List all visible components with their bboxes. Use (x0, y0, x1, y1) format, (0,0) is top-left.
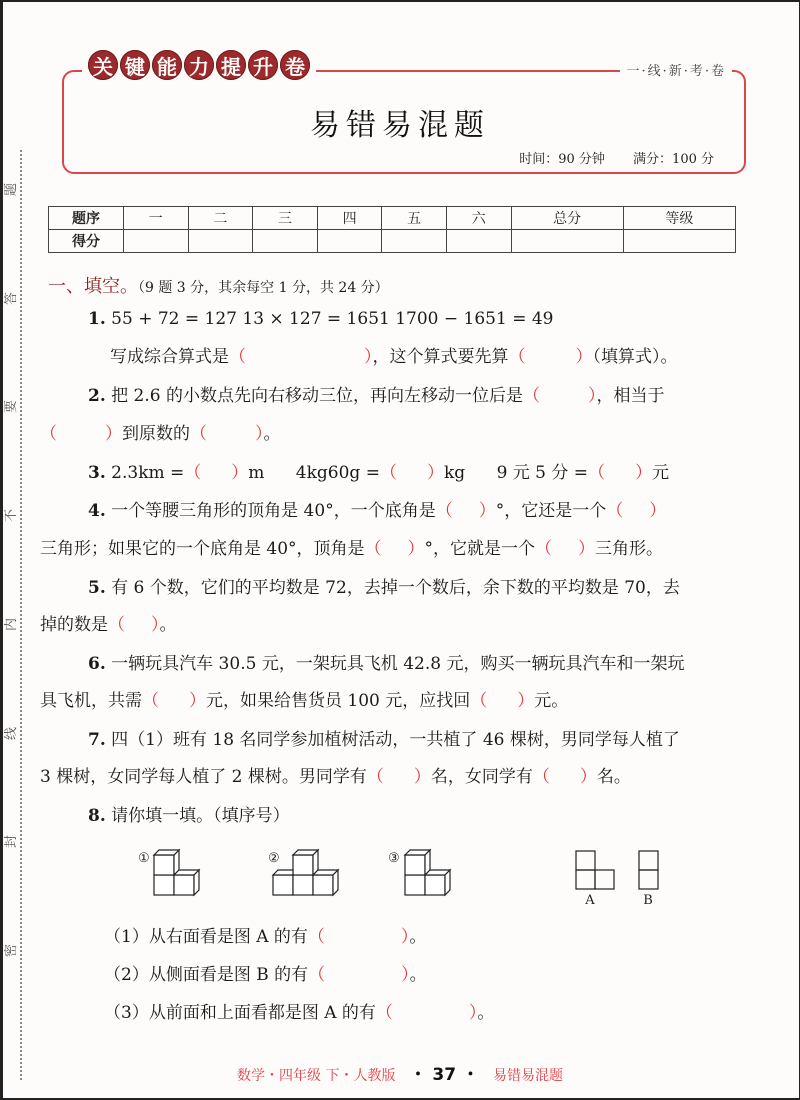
question-number: 1. (88, 309, 106, 329)
paren: （ (606, 501, 624, 521)
view-b-label: B (643, 893, 653, 908)
paren: （ (508, 347, 526, 367)
score-cell[interactable] (623, 230, 735, 253)
question-text: 具飞机，共需 (40, 691, 142, 711)
paren: ） (468, 1003, 478, 1023)
question-text: 。 (159, 615, 177, 635)
paren: ） (578, 539, 596, 559)
figure-label: ② (268, 851, 280, 866)
badge: 能 (152, 50, 182, 80)
question-text: 元 (652, 463, 670, 483)
view-a-label: A (585, 893, 595, 908)
question-text: 元，如果给售货员 100 元，应找回 (206, 691, 471, 711)
paren: ） (575, 347, 593, 367)
paren: （ (366, 767, 384, 787)
cell: 得分 (49, 230, 124, 253)
question-text: 请你填一填。（填序号） (111, 806, 290, 826)
paren: （ (142, 691, 159, 711)
cell: 一 (124, 207, 189, 230)
paren: （ (588, 463, 606, 483)
paren: （ (308, 965, 326, 985)
paren: ） (364, 347, 373, 367)
question-number: 2. (88, 386, 106, 406)
question-4-line1 (88, 503, 666, 520)
question-1-line2 (110, 349, 678, 366)
seal-line (20, 150, 22, 1080)
paren: （ (375, 1003, 393, 1023)
question-number: 6. (88, 654, 106, 674)
question-text: （3）从前面和上面看都是图 A 的有 (104, 1003, 376, 1023)
cell: 五 (382, 207, 447, 230)
question-6-line1 (88, 656, 684, 673)
footer-section: 易错易混题 (492, 1068, 563, 1084)
score-cell[interactable] (382, 230, 447, 253)
paren: （ (184, 463, 202, 483)
time-limit: 时间：90 分钟 (519, 152, 605, 167)
badge: 关 (88, 50, 118, 80)
seal-line-text (2, 180, 18, 960)
score-table-score-row (49, 230, 736, 253)
paren: ） (105, 424, 122, 444)
page-title: 易错易混题 (310, 108, 490, 143)
paren: （ (190, 424, 207, 444)
score-cell[interactable] (317, 230, 382, 253)
cell: 四 (317, 207, 382, 230)
margin-char: 线 (4, 726, 20, 740)
question-text: 名。 (596, 767, 631, 787)
question-text: 一辆玩具汽车 30.5 元，一架玩具飞机 42.8 元，购买一辆玩具汽车和一架玩 (111, 654, 685, 674)
footer-book-info: 数学・四年级 下・人教版 (237, 1068, 396, 1084)
view-b (639, 851, 658, 889)
section-title: 一、填空。 (48, 276, 138, 297)
paren: ） (579, 767, 597, 787)
question-text: 写成综合算式是 (110, 347, 229, 367)
question-number: 7. (88, 730, 106, 750)
paren: （ (470, 691, 488, 711)
cube-figure-2 (268, 850, 338, 895)
paren: ） (588, 386, 597, 406)
question-text: （1）从右面看是图 A 的有 (104, 927, 308, 947)
view-diagrams (570, 848, 670, 908)
score-cell[interactable] (124, 230, 189, 253)
margin-char: 不 (4, 509, 20, 523)
paren: （ (40, 424, 57, 444)
question-8-sub-2 (104, 967, 427, 984)
question-text: （填算式）。 (592, 347, 678, 367)
margin-char: 内 (4, 617, 20, 631)
paren: ） (189, 691, 206, 711)
question-text: 掉的数是 (40, 615, 108, 635)
series-badges (82, 50, 316, 80)
paren: ） (649, 501, 667, 521)
question-text: 有 6 个数，它们的平均数是 72，去掉一个数后，余下数的平均数是 70，去 (111, 578, 680, 598)
question-number: 5. (88, 578, 106, 598)
badge: 卷 (280, 50, 310, 80)
question-text: 四（1）班有 18 名同学参加植树活动，一共植了 46 棵树，男同学每人植了 (111, 730, 680, 750)
question-text: 3 棵树，女同学每人植了 2 棵树。男同学有 (40, 767, 367, 787)
cube-figure-3 (388, 850, 450, 895)
question-text: 把 2.6 的小数点先向右移动三位，再向左移动一位后是 (111, 386, 523, 406)
question-text: 55 + 72 = 127 13 × 127 = 1651 1700 − 1651 = 49 (111, 309, 554, 329)
badge: 提 (216, 50, 246, 80)
paren: ） (413, 767, 431, 787)
cell: 总分 (511, 207, 623, 230)
cell: 三 (253, 207, 318, 230)
question-4-line2 (40, 541, 663, 558)
cell: 等级 (623, 207, 735, 230)
paren: ） (478, 501, 496, 521)
score-cell[interactable] (253, 230, 318, 253)
score-cell[interactable] (511, 230, 623, 253)
question-text: 名，女同学有 (430, 767, 533, 787)
paren: ） (517, 691, 535, 711)
badge: 力 (184, 50, 214, 80)
cell: 题序 (49, 207, 124, 230)
cube-figure-1 (138, 850, 199, 895)
exam-meta (519, 148, 714, 167)
cell: 二 (188, 207, 253, 230)
cell: 六 (446, 207, 511, 230)
question-text: ，这个算式要先算 (372, 347, 509, 367)
paren: （ (532, 767, 550, 787)
paren: ） (255, 424, 264, 444)
full-score: 满分：100 分 (633, 152, 714, 167)
section-note: （9 题 3 分，其余每空 1 分，共 24 分） (138, 280, 389, 296)
series-label: 一·线·新·考·卷 (620, 60, 732, 79)
question-text: 。 (409, 965, 427, 985)
view-a (576, 851, 614, 889)
paren: （ (523, 386, 540, 406)
question-8-sub-3 (104, 1005, 494, 1022)
question-text: ，相当于 (596, 386, 665, 406)
paren: （ (229, 347, 246, 367)
question-number: 3. (88, 463, 106, 483)
score-cell[interactable] (446, 230, 511, 253)
paren: （ (535, 539, 553, 559)
question-5-line2 (40, 617, 177, 634)
paren: ） (151, 615, 160, 635)
question-1-line1 (88, 311, 554, 328)
paren: ） (635, 463, 653, 483)
badge: 键 (120, 50, 150, 80)
paren: ） (400, 927, 410, 947)
question-2-line1 (88, 388, 665, 405)
margin-char: 封 (4, 835, 20, 849)
question-text: 三角形；如果它的一个底角是 40°，顶角是 (40, 539, 365, 559)
question-3 (88, 465, 669, 482)
question-text: 三角形。 (595, 539, 664, 559)
question-text: 4kg60g = (295, 463, 380, 483)
figure-label: ③ (388, 851, 400, 866)
page-footer (0, 1060, 800, 1085)
question-text: 。 (409, 927, 427, 947)
badge: 升 (248, 50, 278, 80)
question-6-line2 (40, 693, 568, 710)
paren: （ (379, 463, 397, 483)
question-text: °，它还是一个 (495, 501, 607, 521)
score-cell[interactable] (188, 230, 253, 253)
question-text: kg (443, 463, 466, 483)
paren: ） (407, 539, 425, 559)
paren: （ (435, 501, 453, 521)
paren: （ (108, 615, 125, 635)
margin-char: 要 (4, 400, 20, 414)
question-8-sub-1 (104, 929, 426, 946)
paren: ） (426, 463, 444, 483)
score-table-header-row (49, 207, 736, 230)
score-table (48, 206, 736, 253)
cube-figures (135, 848, 495, 908)
paren: ） (401, 965, 410, 985)
margin-char: 题 (4, 182, 20, 197)
question-8 (88, 808, 290, 825)
figure-label: ① (138, 851, 150, 866)
question-text: °，它就是一个 (424, 539, 536, 559)
question-text: 2.3km = (111, 463, 185, 483)
paren: ） (231, 463, 249, 483)
question-text: 到原数的 (122, 424, 190, 444)
question-text: m (248, 463, 265, 483)
question-number: 4. (88, 501, 106, 521)
margin-char: 密 (4, 943, 20, 957)
question-2-line2 (40, 426, 281, 443)
page-number: ・ 37 ・ (409, 1065, 479, 1085)
margin-char: 答 (4, 291, 20, 305)
paren: （ (364, 539, 382, 559)
question-5-line1 (88, 580, 680, 597)
question-7-line1 (88, 732, 680, 749)
section-heading (48, 272, 389, 298)
question-text: 。 (263, 424, 281, 444)
question-text: （2）从侧面看是图 B 的有 (104, 965, 309, 985)
question-text: 。 (477, 1003, 495, 1023)
paren: （ (307, 927, 325, 947)
question-text: 元。 (534, 691, 569, 711)
question-text: 9 元 5 分 = (496, 463, 589, 483)
question-text: 一个等腰三角形的顶角是 40°，一个底角是 (111, 501, 436, 521)
question-number: 8. (88, 806, 106, 826)
question-7-line2 (40, 769, 631, 786)
